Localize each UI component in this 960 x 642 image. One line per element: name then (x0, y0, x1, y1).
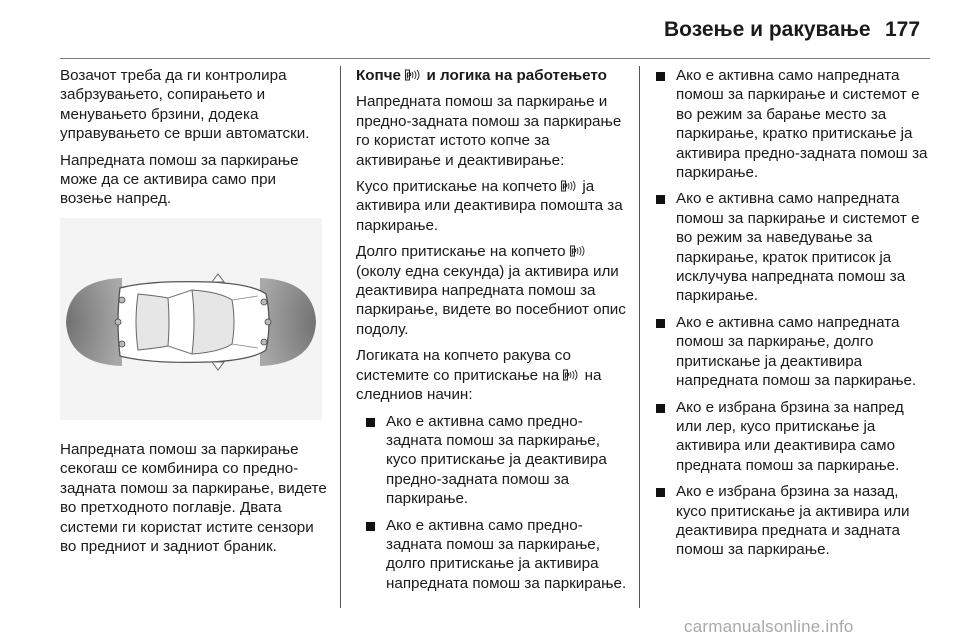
column-divider (340, 66, 341, 608)
paragraph: Напредната помош за паркирање може да се активира само при возење напред. (60, 151, 299, 208)
list-item-text: Ако е активна само предно-задната помош за паркирање, долго притискање ја активира напредната помош за паркирање. (386, 516, 627, 592)
parking-assist-button-icon (563, 369, 580, 381)
bullet-square-icon (656, 319, 665, 328)
header-rule (60, 58, 930, 59)
parking-assist-button-icon (405, 69, 422, 81)
list-item (656, 482, 928, 560)
car-illustration-svg (60, 218, 322, 420)
column-2 (356, 66, 628, 600)
bullet-square-icon (366, 522, 375, 531)
list-item (656, 189, 928, 305)
list-item-text: Ако е активна само предно-задната помош за паркирање, кусо притискање ја деактивира предно-задната помош за паркирање. (386, 412, 607, 508)
list-item-text: Ако е избрана брзина за напред или лер, кусо притискање ја активира или деактивира само предната помош за паркирање. (676, 398, 904, 474)
list-item-text: Ако е активна само напредната помош за паркирање, долго притискање ја деактивира напредната помош за паркирање. (676, 313, 917, 390)
car-parking-sensors-illustration (60, 218, 322, 420)
bullet-square-icon (656, 488, 665, 497)
list-item-text: Ако е активна само напредната помош за паркирање и системот е во режим за барање место за паркирање, кратко притискање ја активира предно-задната помош за паркирање. (676, 67, 928, 182)
text: Долго притискање на копчето (356, 243, 566, 261)
paragraph (356, 177, 628, 235)
column-3 (656, 66, 928, 567)
svg-text:P: P (406, 71, 412, 81)
bullet-square-icon (656, 72, 665, 81)
list-item (366, 516, 628, 594)
svg-text:P: P (570, 247, 577, 257)
bullet-square-icon (656, 404, 665, 413)
bullet-square-icon (366, 418, 375, 427)
paragraph (356, 242, 628, 339)
section-heading (356, 66, 628, 85)
list-item (656, 313, 928, 391)
page-header (0, 0, 960, 62)
paragraph: Возачот треба да ги контролира забрзувањето, сопирањето и менувањето брзини, додека управувањето се врши автоматски. (60, 67, 310, 143)
svg-text:P: P (562, 182, 568, 192)
heading-text: и логика на работењето (426, 67, 607, 84)
parking-assist-button-icon (561, 180, 578, 192)
column-1-lower (60, 440, 330, 556)
parking-assist-button-icon (570, 245, 587, 257)
heading-text: Копче (356, 67, 401, 84)
text: ја активира или деактивира помошта за паркирање. (356, 178, 623, 234)
watermark: carmanualsonline.info (684, 617, 854, 636)
page-number: 177 (885, 18, 921, 41)
paragraph: Напредната помош за паркирање и предно-задната помош за паркирање го користат истото копче за активирање и деактивирање: (356, 93, 622, 169)
text: Логиката на копчето ракува со системите со притискање на (356, 347, 571, 384)
text: (околу една секунда) ја активира или деактивира напредната помош за паркирање, видете во посебниот опис подолу. (356, 262, 626, 338)
paragraph: Напредната помош за паркирање секогаш се комбинира со предно-задната помош за паркирање, видете во претходното поглавје. Двата системи ги користат истите сензори во предниот и задниот браник. (60, 441, 327, 556)
paragraph (356, 346, 628, 404)
bullet-square-icon (656, 195, 665, 204)
list-item-text: Ако е избрана брзина за назад, кусо притискање ја активира или деактивира предната и задната помош за паркирање. (676, 483, 910, 559)
list-item-text: Ако е активна само напредната помош за паркирање и системот е во режим за наведување за паркирање, краток притисок ја исклучува напредната помош за паркирање. (676, 190, 920, 305)
text: Кусо притискање на копчето (356, 178, 557, 196)
column-1 (60, 66, 330, 216)
list-item (656, 66, 928, 182)
column-divider (639, 66, 640, 608)
text: на следниов начин: (356, 366, 602, 404)
page-title: Возење и ракување (664, 18, 871, 41)
list-item (656, 398, 928, 476)
svg-text:P: P (564, 371, 570, 381)
list-item (366, 412, 628, 509)
